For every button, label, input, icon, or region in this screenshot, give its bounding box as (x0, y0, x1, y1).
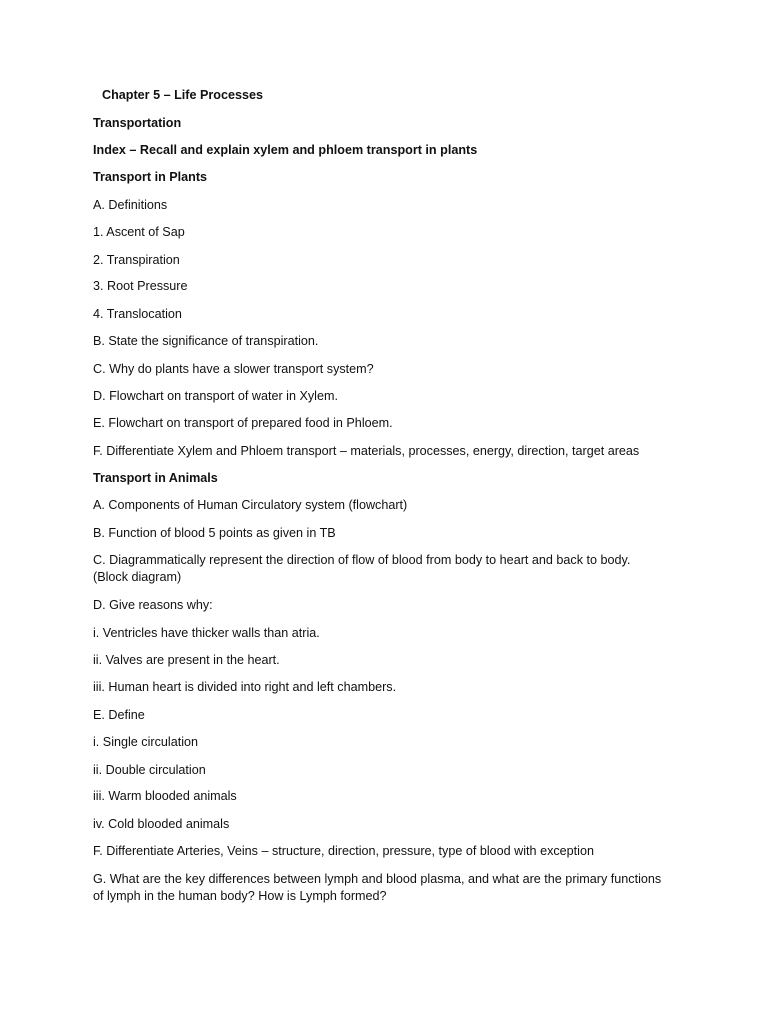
index-line: Index – Recall and explain xylem and phloem transport in plants (93, 143, 478, 157)
plants-item: 3. Root Pressure (93, 279, 188, 293)
animals-item: ii. Double circulation (93, 763, 206, 777)
animals-item: A. Components of Human Circulatory system (flowchart) (93, 498, 408, 512)
animals-item: iii. Human heart is divided into right and left chambers. (93, 680, 397, 694)
plants-item: E. Flowchart on transport of prepared food in Phloem. (93, 416, 393, 430)
chapter-title: Chapter 5 – Life Processes (102, 88, 263, 102)
plants-item: F. Differentiate Xylem and Phloem transport – materials, processes, energy, direction, target areas (93, 444, 640, 458)
plants-item: 4. Translocation (93, 307, 182, 321)
plants-item: A. Definitions (93, 198, 168, 212)
animals-heading: Transport in Animals (93, 471, 218, 485)
animals-item: iv. Cold blooded animals (93, 817, 230, 831)
animals-item: ii. Valves are present in the heart. (93, 653, 280, 667)
animals-item: B. Function of blood 5 points as given in TB (93, 526, 336, 540)
animals-item: F. Differentiate Arteries, Veins – structure, direction, pressure, type of blood with exception (93, 844, 594, 858)
animals-item: iii. Warm blooded animals (93, 789, 237, 803)
animals-item: G. What are the key differences between lymph and blood plasma, and what are the primary functions of lymph in the human body? How is Lymph formed? (93, 872, 662, 903)
animals-item: D. Give reasons why: (93, 598, 213, 612)
plants-item: 1. Ascent of Sap (93, 225, 185, 239)
plants-item: B. State the significance of transpiration. (93, 334, 319, 348)
plants-item: D. Flowchart on transport of water in Xylem. (93, 389, 338, 403)
animals-item: i. Single circulation (93, 735, 198, 749)
plants-heading: Transport in Plants (93, 170, 208, 184)
animals-item: C. Diagrammatically represent the direction of flow of blood from body to heart and back to body. (Block diagram) (93, 553, 631, 584)
plants-item: C. Why do plants have a slower transport system? (93, 362, 374, 376)
animals-item: E. Define (93, 708, 145, 722)
plants-item: 2. Transpiration (93, 253, 180, 267)
section-title: Transportation (93, 116, 182, 130)
animals-item: i. Ventricles have thicker walls than atria. (93, 626, 320, 640)
